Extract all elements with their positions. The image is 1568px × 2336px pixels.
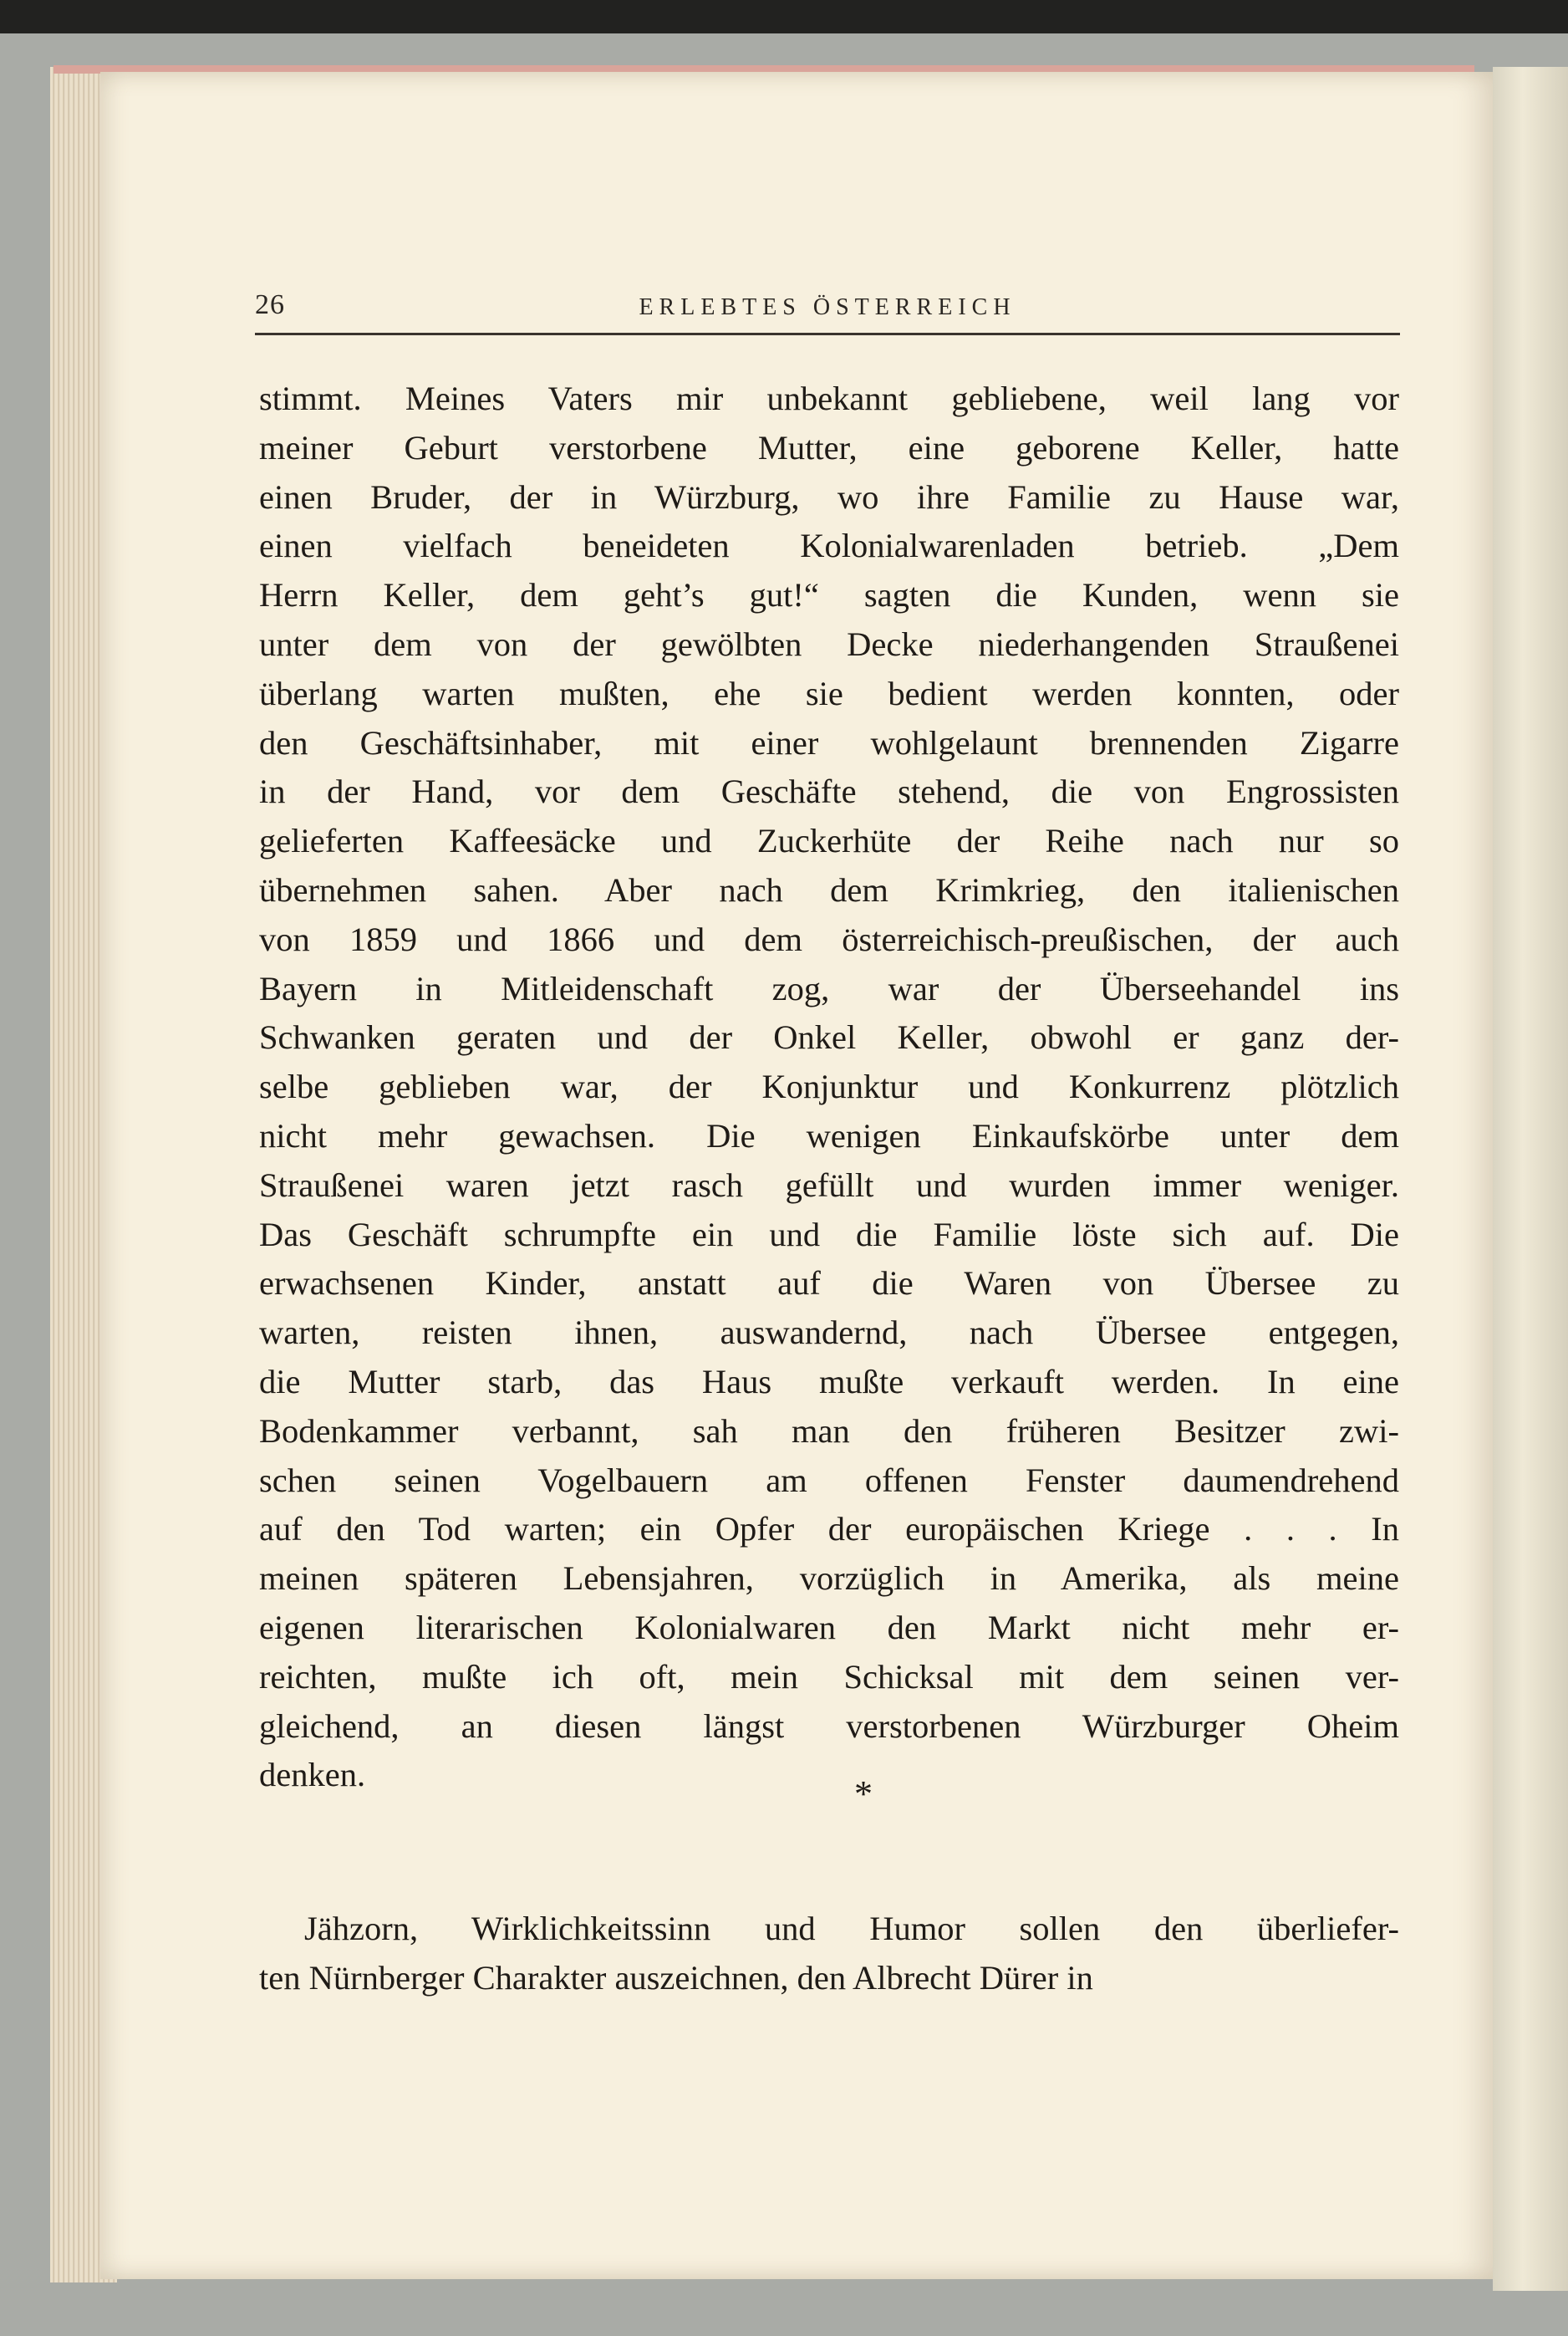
text-line: auf den Tod warten; ein Opfer der europäischen Kriege . . . In [259,1510,1399,1548]
text-line: warten, reisten ihnen, auswandernd, nach Übersee entgegen, [259,1313,1399,1352]
text-line: einen vielfach beneideten Kolonialwarenladen betrieb. „Dem [259,527,1399,565]
text-line: übernehmen sahen. Aber nach dem Krimkrieg, den italienischen [259,870,1399,909]
text-line: denken. [259,1756,366,1794]
facing-page-edge [1493,67,1568,2291]
text-line: die Mutter starb, das Haus mußte verkauft werden. In eine [259,1362,1399,1400]
section-ornament: * [854,1773,873,1814]
page-number: 26 [255,289,285,320]
text-line: Bodenkammer verbannt, sah man den früheren Besitzer zwi- [259,1411,1399,1450]
text-line: Das Geschäft schrumpfte ein und die Familie löste sich auf. Die [259,1215,1399,1253]
text-line: Herrn Keller, dem geht’s gut!“ sagten die Kunden, wenn sie [259,576,1399,615]
text-line: ten Nürnberger Charakter auszeichnen, den Albrecht Dürer in [259,1958,1093,1997]
text-line: stimmt. Meines Vaters mir unbekannt gebliebene, weil lang vor [259,380,1399,417]
text-line: Straußenei waren jetzt rasch gefüllt und wurden immer weniger. [259,1165,1399,1204]
text-line: gleichend, an diesen längst verstorbenen Würzburger Oheim [259,1706,1399,1745]
text-line: gelieferten Kaffeesäcke und Zuckerhüte der Reihe nach nur so [259,822,1399,860]
text-line: einen Bruder, der in Würzburg, wo ihre Familie zu Hause war, [259,477,1399,516]
text-line: Jähzorn, Wirklichkeitssinn und Humor sollen den überliefer- [304,1910,1399,1947]
text-line: eigenen literarischen Kolonialwaren den Markt nicht mehr er- [259,1608,1399,1646]
text-line: überlang warten mußten, ehe sie bedient werden konnten, oder [259,674,1399,712]
paragraph-1 [259,375,1399,1800]
text-line: von 1859 und 1866 und dem österreichisch-preußischen, der auch [259,920,1399,958]
text-line: reichten, mußte ich oft, mein Schicksal mit dem seinen ver- [259,1657,1399,1696]
page-header [255,286,1400,328]
text-line: meinen späteren Lebensjahren, vorzüglich in Amerika, als meine [259,1559,1399,1598]
text-line: Bayern in Mitleidenschaft zog, war der Überseehandel ins [259,969,1399,1007]
text-line: Schwanken geraten und der Onkel Keller, obwohl er ganz der- [259,1018,1399,1057]
running-title: ERLEBTES ÖSTERREICH [639,294,1016,320]
text-line: den Geschäftsinhaber, mit einer wohlgelaunt brennenden Zigarre [259,723,1399,762]
text-line: meiner Geburt verstorbene Mutter, eine geborene Keller, hatte [259,428,1399,467]
text-line: unter dem von der gewölbten Decke niederhangenden Straußenei [259,625,1399,663]
text-line: erwachsenen Kinder, anstatt auf die Waren von Übersee zu [259,1264,1399,1303]
header-rule [255,333,1400,335]
text-line: selbe geblieben war, der Konjunktur und Konkurrenz plötzlich [259,1068,1399,1106]
text-line: in der Hand, vor dem Geschäfte stehend, die von Engrossisten [259,773,1399,811]
text-line: nicht mehr gewachsen. Die wenigen Einkaufskörbe unter dem [259,1116,1399,1155]
paragraph-2 [259,1905,1399,2003]
text-line: schen seinen Vogelbauern am offenen Fenster daumendrehend [259,1461,1399,1499]
